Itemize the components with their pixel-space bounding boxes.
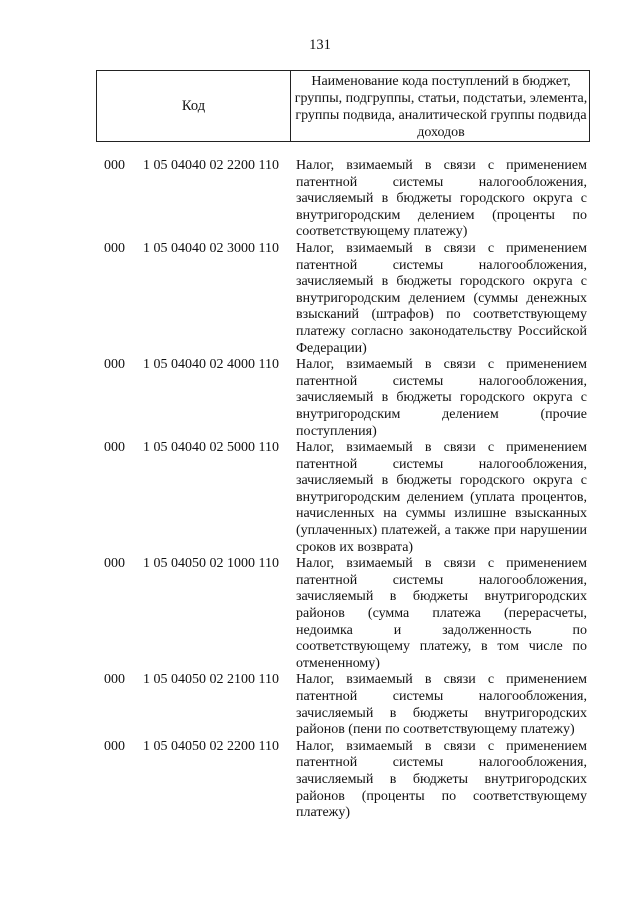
admin-code: 000	[104, 158, 125, 173]
code-description: Налог, взимаемый в связи с применением патентной системы налогообложения, зачисляемый в бюджеты городского округа с внутригородским делением (проценты по соответствующему платежу)	[296, 158, 587, 240]
table-header	[96, 70, 590, 142]
admin-code: 000	[104, 440, 125, 456]
code-description: Налог, взимаемый в связи с применением патентной системы налогообложения, зачисляемый в бюджеты внутригородских районов (сумма платежа (перерасчеты, недоимка и задолженность по соответствующему платежу, в том числе по отмененному)	[296, 556, 587, 671]
table-row	[0, 739, 640, 822]
budget-code: 1 05 04040 02 5000 110	[143, 440, 279, 456]
budget-code: 1 05 04050 02 1000 110	[143, 556, 279, 572]
code-rows	[0, 158, 640, 822]
budget-code: 1 05 04040 02 2200 110	[143, 158, 279, 173]
admin-code: 000	[104, 556, 125, 572]
code-description: Налог, взимаемый в связи с применением патентной системы налогообложения, зачисляемый в бюджеты городского округа с внутригородским делением (суммы денежных взысканий (штрафов) по соответствующему платежу согласно законодательству Российской Федерации)	[296, 240, 587, 356]
header-name-label: Наименование кода поступлений в бюджет, группы, подгруппы, статьи, подстатьи, элемента, группы подвида, аналитической группы подвида доходов	[294, 74, 588, 140]
admin-code: 000	[104, 240, 125, 256]
table-row	[0, 158, 640, 241]
table-row	[0, 440, 640, 556]
header-code-label: Код	[181, 97, 206, 114]
budget-code: 1 05 04040 02 3000 110	[143, 240, 279, 256]
budget-code: 1 05 04040 02 4000 110	[143, 357, 279, 373]
table-row	[0, 241, 640, 357]
admin-code: 000	[104, 738, 125, 754]
table-row	[0, 672, 640, 738]
code-description: Налог, взимаемый в связи с применением патентной системы налогообложения, зачисляемый в бюджеты внутригородских районов (пени по соответствующему платежу)	[296, 672, 587, 738]
admin-code: 000	[104, 357, 125, 373]
budget-code: 1 05 04050 02 2100 110	[143, 672, 279, 688]
table-row	[0, 357, 640, 440]
admin-code: 000	[104, 672, 125, 688]
table-row	[0, 556, 640, 672]
budget-code: 1 05 04050 02 2200 110	[143, 738, 279, 754]
code-description: Налог, взимаемый в связи с применением патентной системы налогообложения, зачисляемый в бюджеты внутригородских районов (проценты по соответствующему платежу)	[296, 738, 587, 821]
code-description: Налог, взимаемый в связи с применением патентной системы налогообложения, зачисляемый в бюджеты городского округа с внутригородским делением (уплата процентов, начисленных на суммы излишне взысканных (уплаченных) платежей, а также при нарушении сроков их возврата)	[296, 440, 587, 555]
page-number: 131	[309, 37, 331, 53]
code-description: Налог, взимаемый в связи с применением патентной системы налогообложения, зачисляемый в бюджеты городского округа с внутригородским делением (прочие поступления)	[296, 357, 587, 439]
